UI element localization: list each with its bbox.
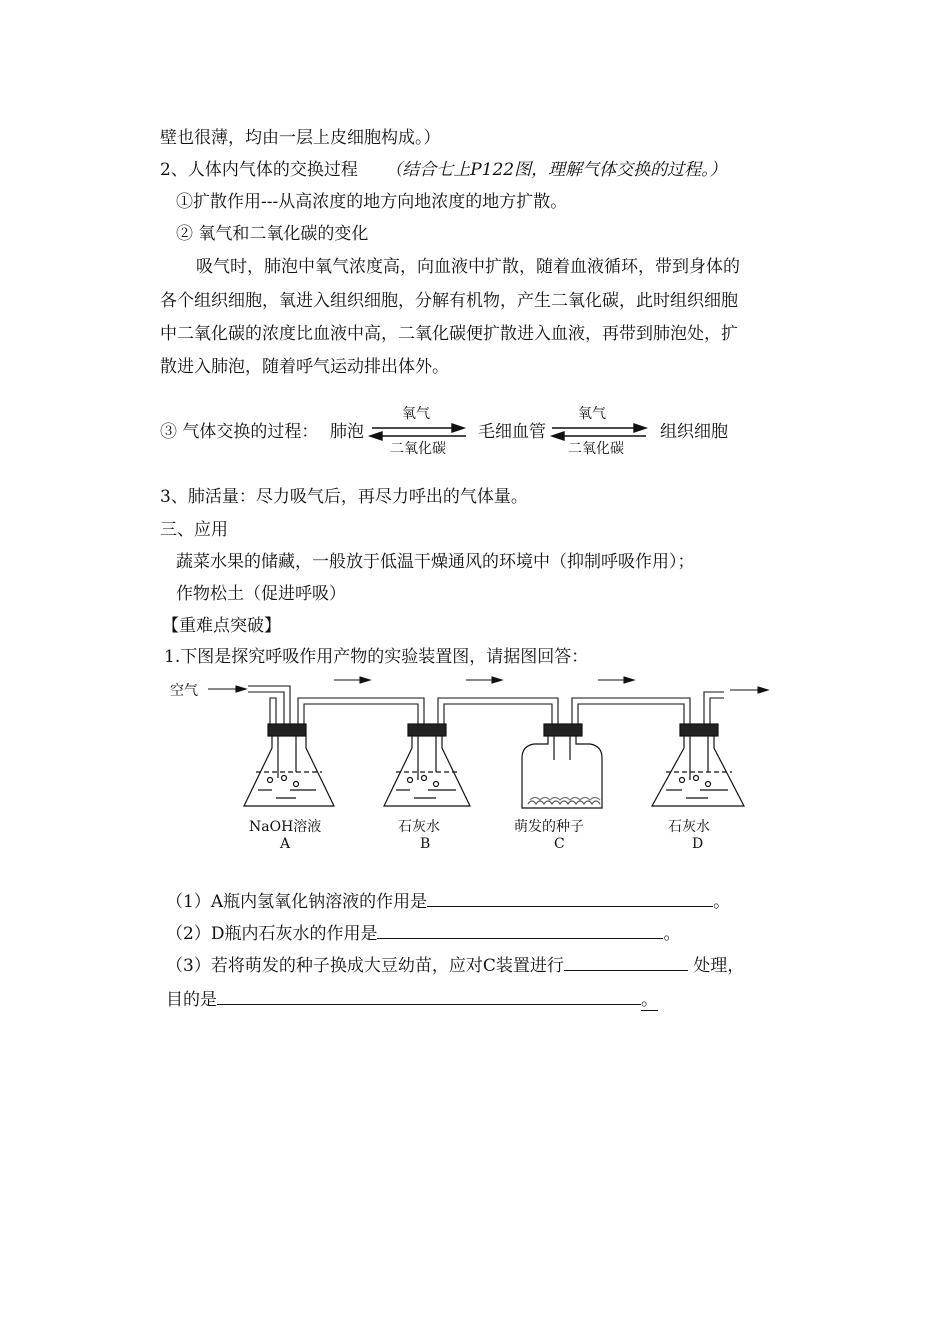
heading-gas-exchange-title: 2、人体内气体的交换过程 [160, 160, 358, 180]
question-1-1 [166, 888, 730, 914]
question-1-3-suffix: 处理， [687, 956, 745, 976]
question-1-3 [166, 952, 744, 978]
flask-a-letter: A [280, 836, 291, 852]
question-1-2 [166, 920, 680, 946]
exchange-label-co2-2: 二氧化碳 [568, 441, 624, 457]
paragraph-line-4: 散进入肺泡，随着呼气运动排出体外。 [160, 357, 449, 377]
inlet-arrow-head [236, 686, 246, 692]
paragraph-line-1: 吸气时，肺泡中氧气浓度高，向血液中扩散，随着血液循环，带到身体的 [196, 257, 740, 277]
question-1-2-suffix: 。 [663, 924, 681, 944]
flask-a-label: NaOH溶液 [249, 819, 322, 835]
question-1-3-purpose-suffix: 。 [641, 990, 658, 1010]
section-application: 三、应用 [160, 520, 228, 540]
question-1-2-text: （2）D瓶内石灰水的作用是 [166, 924, 378, 944]
answer-blank-3[interactable] [564, 952, 688, 971]
vital-capacity-line: 3、肺活量：尽力吸气后，再尽力呼出的气体量。 [160, 487, 528, 507]
exchange-label-co2-1: 二氧化碳 [390, 441, 446, 457]
oxygen-co2-heading: ② 氧气和二氧化碳的变化 [176, 224, 369, 244]
answer-blank-4[interactable] [217, 986, 641, 1005]
question-1-intro: 1.下图是探究呼吸作用产物的实验装置图，请据图回答： [164, 647, 589, 667]
paragraph-line-2: 各个组织细胞，氧进入组织细胞，分解有机物，产生二氧化碳，此时组织细胞 [160, 291, 738, 311]
flask-b-letter: B [420, 836, 431, 852]
paragraph-line-3: 中二氧化碳的浓度比血液中高，二氧化碳便扩散进入血液，再带到肺泡处，扩 [160, 324, 738, 344]
exchange-node-capillary: 毛细血管 [478, 422, 546, 442]
exchange-label-oxygen-1: 氧气 [402, 406, 430, 422]
answer-blank-1[interactable] [427, 888, 713, 907]
air-label: 空气 [170, 683, 198, 699]
diffusion-line: ①扩散作用---从高浓度的地方向地浓度的地方扩散。 [176, 192, 568, 212]
application-line-2: 作物松土（促进呼吸） [176, 584, 346, 604]
jar-c-label: 萌发的种子 [514, 819, 584, 835]
application-line-1: 蔬菜水果的储藏，一般放于低温干燥通风的环境中（抑制呼吸作用）； [176, 552, 695, 572]
question-1-3-text: （3）若将萌发的种子换成大豆幼苗，应对C装置进行 [166, 956, 564, 976]
exchange-node-tissue: 组织细胞 [660, 422, 728, 442]
key-points-heading: 【重难点突破】 [162, 616, 281, 636]
flask-d-label: 石灰水 [668, 819, 710, 835]
flask-b-label: 石灰水 [398, 819, 440, 835]
question-1-3-purpose [166, 986, 658, 1012]
heading-gas-exchange-note: （结合七上P122图，理解气体交换的过程。） [385, 160, 727, 180]
jar-c-letter: C [554, 836, 565, 852]
text-line-1: 壁也很薄，均由一层上皮细胞构成。） [160, 128, 441, 148]
question-1-1-suffix: 。 [713, 892, 731, 912]
flask-a [244, 724, 334, 806]
exchange-label-oxygen-2: 氧气 [578, 406, 606, 422]
answer-blank-2[interactable] [377, 920, 663, 939]
exchange-node-alveoli: 肺泡 [330, 422, 364, 442]
question-1-1-text: （1）A瓶内氢氧化钠溶液的作用是 [166, 892, 428, 912]
question-1-3-purpose-text: 目的是 [166, 990, 217, 1010]
exchange-prefix: ③ 气体交换的过程： [160, 422, 319, 442]
jar-c [522, 724, 602, 808]
flask-d [652, 724, 744, 806]
flask-b [384, 724, 470, 806]
flask-d-letter: D [692, 836, 704, 852]
